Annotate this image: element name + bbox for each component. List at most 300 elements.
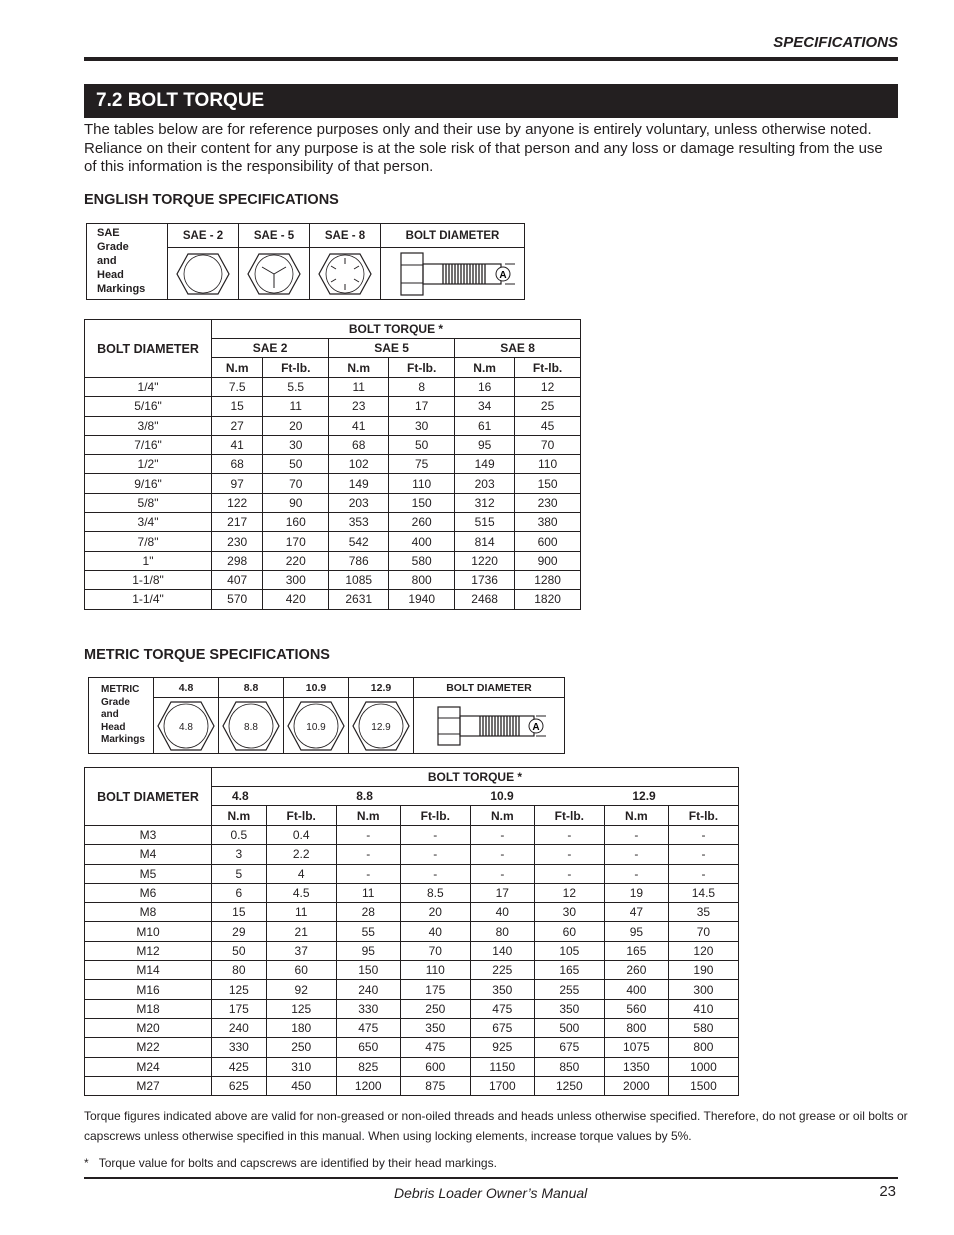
torque-cell: 12: [515, 378, 581, 397]
diameter-cell: 1/2": [85, 455, 212, 474]
table-row: [85, 532, 581, 551]
torque-cell: 400: [389, 532, 455, 551]
diameter-cell: 3/4": [85, 513, 212, 532]
torque-cell: 350: [400, 1018, 470, 1037]
torque-cell: 1350: [604, 1057, 668, 1076]
metric-torque-table: [84, 767, 739, 1096]
torque-cell: -: [668, 845, 738, 864]
torque-cell: 28: [336, 903, 400, 922]
torque-cell: 217: [212, 513, 263, 532]
unit-header: N.m: [336, 806, 400, 826]
torque-cell: 30: [263, 435, 329, 454]
torque-cell: 105: [534, 941, 604, 960]
torque-cell: 250: [266, 1038, 336, 1057]
torque-cell: -: [668, 826, 738, 845]
table-row: [85, 980, 739, 999]
torque-cell: 60: [534, 922, 604, 941]
torque-cell: 150: [515, 474, 581, 493]
torque-cell: 240: [212, 1018, 267, 1037]
table-row: [85, 883, 739, 902]
diameter-cell: 1-1/4": [85, 590, 212, 609]
torque-cell: 40: [470, 903, 534, 922]
torque-cell: 675: [534, 1038, 604, 1057]
diameter-cell: M22: [85, 1038, 212, 1057]
diameter-cell: M14: [85, 961, 212, 980]
torque-cell: 420: [263, 590, 329, 609]
sae5-hex-head-icon: [239, 248, 310, 300]
table-row: [85, 903, 739, 922]
table-row: [85, 416, 581, 435]
torque-cell: 175: [212, 999, 267, 1018]
torque-cell: 475: [470, 999, 534, 1018]
torque-cell: -: [400, 864, 470, 883]
torque-cell: 25: [515, 397, 581, 416]
head-label: 8.8: [244, 721, 258, 733]
head-label: 12.9: [371, 721, 391, 733]
torque-cell: 220: [263, 551, 329, 570]
torque-cell: 180: [266, 1018, 336, 1037]
unit-header: N.m: [212, 358, 263, 378]
torque-cell: 2468: [455, 590, 515, 609]
torque-cell: 150: [389, 493, 455, 512]
diameter-cell: 5/16": [85, 397, 212, 416]
section-title: 7.2 BOLT TORQUE: [84, 84, 898, 118]
torque-cell: 40: [400, 922, 470, 941]
torque-cell: 230: [212, 532, 263, 551]
col-10-9: 10.9: [284, 678, 349, 698]
torque-cell: 850: [534, 1057, 604, 1076]
diameter-cell: M6: [85, 883, 212, 902]
torque-cell: 2631: [329, 590, 389, 609]
table-row: [85, 551, 581, 570]
torque-cell: 260: [389, 513, 455, 532]
torque-cell: 17: [470, 883, 534, 902]
torque-cell: 8: [389, 378, 455, 397]
diameter-cell: 7/8": [85, 532, 212, 551]
torque-cell: 50: [389, 435, 455, 454]
torque-cell: 75: [389, 455, 455, 474]
torque-cell: 353: [329, 513, 389, 532]
head-label: 10.9: [306, 721, 326, 733]
torque-cell: 1075: [604, 1038, 668, 1057]
diameter-cell: M4: [85, 845, 212, 864]
footer-manual-title: Debris Loader Owner’s Manual: [394, 1185, 588, 1201]
unit-header: Ft-lb.: [389, 358, 455, 378]
torque-cell: 165: [604, 941, 668, 960]
torque-cell: -: [604, 826, 668, 845]
torque-cell: 1250: [534, 1076, 604, 1095]
torque-cell: 11: [329, 378, 389, 397]
torque-cell: 29: [212, 922, 267, 941]
table-row: [85, 845, 739, 864]
unit-header: Ft-lb.: [263, 358, 329, 378]
table-row: [85, 435, 581, 454]
torque-cell: 80: [212, 961, 267, 980]
torque-cell: 21: [266, 922, 336, 941]
torque-cell: 0.4: [266, 826, 336, 845]
col-4-8: 4.8: [154, 678, 219, 698]
torque-cell: 7.5: [212, 378, 263, 397]
torque-cell: 11: [336, 883, 400, 902]
diameter-cell: M8: [85, 903, 212, 922]
diameter-cell: M3: [85, 826, 212, 845]
torque-cell: 410: [668, 999, 738, 1018]
diameter-cell: M24: [85, 1057, 212, 1076]
table-row: [85, 397, 581, 416]
unit-header: N.m: [604, 806, 668, 826]
torque-cell: 250: [400, 999, 470, 1018]
col-bolt-diameter: BOLT DIAMETER: [414, 678, 565, 698]
diameter-cell: 9/16": [85, 474, 212, 493]
torque-cell: 515: [455, 513, 515, 532]
table-row: [85, 1076, 739, 1095]
torque-cell: 125: [266, 999, 336, 1018]
col-sae8: SAE - 8: [310, 224, 381, 248]
torque-cell: 1280: [515, 570, 581, 589]
torque-cell: 5.5: [263, 378, 329, 397]
torque-cell: 580: [389, 551, 455, 570]
torque-cell: 4: [266, 864, 336, 883]
torque-cell: 190: [668, 961, 738, 980]
torque-cell: 800: [389, 570, 455, 589]
torque-cell: 1085: [329, 570, 389, 589]
torque-cell: -: [336, 864, 400, 883]
diameter-cell: 1-1/8": [85, 570, 212, 589]
col-bolt-diameter: BOLT DIAMETER: [381, 224, 525, 248]
torque-cell: 20: [400, 903, 470, 922]
torque-cell: 1736: [455, 570, 515, 589]
torque-cell: 50: [212, 941, 267, 960]
torque-cell: 1820: [515, 590, 581, 609]
torque-cell: -: [400, 845, 470, 864]
torque-cell: 2.2: [266, 845, 336, 864]
torque-cell: 175: [400, 980, 470, 999]
sae8-hex-head-icon: [310, 248, 381, 300]
torque-cell: 800: [668, 1038, 738, 1057]
col-8-8: 8.8: [219, 678, 284, 698]
torque-cell: 102: [329, 455, 389, 474]
unit-header: Ft-lb.: [515, 358, 581, 378]
torque-cell: 90: [263, 493, 329, 512]
torque-cell: 60: [266, 961, 336, 980]
metric-12-9-hex-head-icon: [349, 698, 414, 754]
torque-note: Torque figures indicated above are valid for non-greased or non-oiled threads and heads unless otherwise specified. Therefore, do not grease or oil bolts or capscrews unless otherwise specified in this manual. When using locking elements, increase torque values by 5%.: [84, 1109, 908, 1143]
torque-cell: 170: [263, 532, 329, 551]
torque-cell: 255: [534, 980, 604, 999]
asterisk-note-text: Torque value for bolts and capscrews are identified by their head markings.: [98, 1156, 497, 1170]
torque-header: BOLT TORQUE *: [212, 320, 581, 339]
torque-cell: 11: [266, 903, 336, 922]
diameter-cell: M5: [85, 864, 212, 883]
unit-header: N.m: [212, 806, 267, 826]
torque-cell: 37: [266, 941, 336, 960]
torque-cell: 580: [668, 1018, 738, 1037]
torque-cell: 70: [668, 922, 738, 941]
torque-cell: 95: [336, 941, 400, 960]
torque-cell: 240: [336, 980, 400, 999]
torque-cell: 35: [668, 903, 738, 922]
diameter-cell: 7/16": [85, 435, 212, 454]
diameter-cell: M16: [85, 980, 212, 999]
torque-cell: 1000: [668, 1057, 738, 1076]
torque-cell: 475: [400, 1038, 470, 1057]
torque-cell: 925: [470, 1038, 534, 1057]
torque-cell: 814: [455, 532, 515, 551]
torque-cell: 425: [212, 1057, 267, 1076]
torque-cell: 330: [212, 1038, 267, 1057]
torque-cell: 1150: [470, 1057, 534, 1076]
table-row: [85, 590, 581, 609]
torque-cell: 61: [455, 416, 515, 435]
diameter-cell: M27: [85, 1076, 212, 1095]
english-heading: ENGLISH TORQUE SPECIFICATIONS: [84, 192, 339, 208]
table-row: [85, 826, 739, 845]
table-row: [85, 999, 739, 1018]
torque-cell: 312: [455, 493, 515, 512]
diameter-header: BOLT DIAMETER: [85, 320, 212, 378]
torque-cell: 110: [515, 455, 581, 474]
torque-cell: 475: [336, 1018, 400, 1037]
header-rule: [84, 57, 898, 61]
torque-cell: 160: [263, 513, 329, 532]
torque-cell: 149: [329, 474, 389, 493]
torque-cell: 542: [329, 532, 389, 551]
page-header-title: SPECIFICATIONS: [773, 34, 898, 51]
torque-cell: 41: [329, 416, 389, 435]
torque-cell: 17: [389, 397, 455, 416]
torque-cell: 15: [212, 903, 267, 922]
grade-header: 8.8: [336, 787, 470, 806]
torque-cell: 97: [212, 474, 263, 493]
torque-cell: -: [534, 826, 604, 845]
metric-8-8-hex-head-icon: [219, 698, 284, 754]
torque-cell: 560: [604, 999, 668, 1018]
torque-cell: 30: [389, 416, 455, 435]
torque-cell: 120: [668, 941, 738, 960]
torque-cell: 140: [470, 941, 534, 960]
torque-cell: -: [470, 864, 534, 883]
torque-cell: 70: [263, 474, 329, 493]
torque-cell: -: [470, 826, 534, 845]
torque-cell: 2000: [604, 1076, 668, 1095]
torque-cell: 675: [470, 1018, 534, 1037]
table-row: [85, 1038, 739, 1057]
torque-cell: 165: [534, 961, 604, 980]
metric-10-9-hex-head-icon: [284, 698, 349, 754]
grade-header: 12.9: [604, 787, 738, 806]
torque-cell: 15: [212, 397, 263, 416]
torque-cell: 230: [515, 493, 581, 512]
torque-cell: -: [470, 845, 534, 864]
torque-cell: 300: [668, 980, 738, 999]
torque-cell: 110: [389, 474, 455, 493]
table-row: [85, 474, 581, 493]
torque-cell: 80: [470, 922, 534, 941]
torque-cell: 786: [329, 551, 389, 570]
grade-header: 10.9: [470, 787, 604, 806]
table-row: [85, 922, 739, 941]
callout-a: A: [532, 721, 540, 733]
torque-header: BOLT TORQUE *: [212, 768, 739, 787]
diameter-cell: M12: [85, 941, 212, 960]
grade-header: SAE 8: [455, 339, 581, 358]
torque-cell: 5: [212, 864, 267, 883]
torque-cell: 203: [329, 493, 389, 512]
torque-cell: -: [400, 826, 470, 845]
torque-cell: 450: [266, 1076, 336, 1095]
torque-cell: 500: [534, 1018, 604, 1037]
table-row: [85, 513, 581, 532]
table-row: [85, 961, 739, 980]
torque-cell: 825: [336, 1057, 400, 1076]
torque-cell: 12: [534, 883, 604, 902]
grade-header: SAE 5: [329, 339, 455, 358]
torque-cell: 95: [604, 922, 668, 941]
torque-cell: 875: [400, 1076, 470, 1095]
torque-cell: 6: [212, 883, 267, 902]
english-markings-table: [86, 223, 525, 300]
torque-cell: 70: [400, 941, 470, 960]
torque-cell: 47: [604, 903, 668, 922]
metric-heading: METRIC TORQUE SPECIFICATIONS: [84, 647, 330, 663]
torque-cell: 150: [336, 961, 400, 980]
torque-cell: 27: [212, 416, 263, 435]
torque-cell: 225: [470, 961, 534, 980]
torque-cell: 1940: [389, 590, 455, 609]
torque-cell: 1700: [470, 1076, 534, 1095]
unit-header: Ft-lb.: [668, 806, 738, 826]
torque-cell: 650: [336, 1038, 400, 1057]
callout-a: A: [498, 269, 507, 281]
torque-cell: 122: [212, 493, 263, 512]
bolt-side-view-icon: [381, 248, 525, 300]
torque-cell: 4.5: [266, 883, 336, 902]
torque-cell: 260: [604, 961, 668, 980]
torque-cell: 125: [212, 980, 267, 999]
unit-header: Ft-lb.: [266, 806, 336, 826]
torque-cell: 11: [263, 397, 329, 416]
page-number: 23: [879, 1183, 896, 1200]
torque-cell: -: [336, 826, 400, 845]
footer-rule: [84, 1177, 898, 1179]
unit-header: N.m: [470, 806, 534, 826]
torque-cell: 149: [455, 455, 515, 474]
torque-cell: 407: [212, 570, 263, 589]
torque-cell: 68: [212, 455, 263, 474]
sae2-hex-head-icon: [168, 248, 239, 300]
torque-cell: 380: [515, 513, 581, 532]
torque-cell: 70: [515, 435, 581, 454]
diameter-header: BOLT DIAMETER: [85, 768, 212, 826]
diameter-cell: 3/8": [85, 416, 212, 435]
table-row: [85, 1018, 739, 1037]
col-sae2: SAE - 2: [168, 224, 239, 248]
torque-cell: 570: [212, 590, 263, 609]
asterisk-mark: *: [84, 1156, 89, 1170]
torque-cell: 600: [400, 1057, 470, 1076]
torque-cell: 45: [515, 416, 581, 435]
asterisk-note: [84, 1156, 497, 1170]
table-row: [85, 570, 581, 589]
diameter-cell: M20: [85, 1018, 212, 1037]
torque-cell: 30: [534, 903, 604, 922]
unit-header: N.m: [455, 358, 515, 378]
torque-cell: 23: [329, 397, 389, 416]
torque-cell: 310: [266, 1057, 336, 1076]
torque-cell: 625: [212, 1076, 267, 1095]
unit-header: Ft-lb.: [534, 806, 604, 826]
torque-cell: 300: [263, 570, 329, 589]
markings-label: SAE Grade and Head Markings: [87, 224, 168, 300]
torque-cell: 1500: [668, 1076, 738, 1095]
torque-cell: 110: [400, 961, 470, 980]
torque-cell: 800: [604, 1018, 668, 1037]
diameter-cell: M18: [85, 999, 212, 1018]
torque-cell: 900: [515, 551, 581, 570]
table-row: [85, 378, 581, 397]
metric-4-8-hex-head-icon: [154, 698, 219, 754]
torque-cell: -: [336, 845, 400, 864]
intro-paragraph: The tables below are for reference purposes only and their use by anyone is entirely voluntary, unless otherwise noted. Reliance on their content for any purpose is at the sole risk of that person and any loss or damage resulting from the use of this information is the responsibility of that person.: [84, 121, 883, 176]
table-row: [85, 864, 739, 883]
torque-cell: 41: [212, 435, 263, 454]
diameter-cell: 1/4": [85, 378, 212, 397]
torque-cell: 3: [212, 845, 267, 864]
table-row: [85, 455, 581, 474]
metric-bolt-side-view-icon: [414, 698, 565, 754]
torque-cell: -: [604, 845, 668, 864]
head-label: 4.8: [179, 721, 193, 733]
torque-cell: 16: [455, 378, 515, 397]
diameter-cell: M10: [85, 922, 212, 941]
torque-cell: 330: [336, 999, 400, 1018]
torque-cell: 350: [470, 980, 534, 999]
torque-cell: 19: [604, 883, 668, 902]
torque-cell: -: [534, 845, 604, 864]
torque-cell: 298: [212, 551, 263, 570]
torque-cell: 0.5: [212, 826, 267, 845]
torque-cell: 1200: [336, 1076, 400, 1095]
unit-header: Ft-lb.: [400, 806, 470, 826]
torque-cell: 95: [455, 435, 515, 454]
torque-cell: 8.5: [400, 883, 470, 902]
table-row: [85, 493, 581, 512]
torque-cell: 50: [263, 455, 329, 474]
torque-cell: 55: [336, 922, 400, 941]
torque-cell: 400: [604, 980, 668, 999]
metric-markings-table: [88, 677, 565, 754]
torque-cell: 350: [534, 999, 604, 1018]
torque-cell: 600: [515, 532, 581, 551]
torque-cell: 203: [455, 474, 515, 493]
english-torque-table: [84, 319, 581, 610]
torque-cell: 34: [455, 397, 515, 416]
torque-cell: 92: [266, 980, 336, 999]
diameter-cell: 5/8": [85, 493, 212, 512]
torque-cell: 68: [329, 435, 389, 454]
markings-label: METRIC Grade and Head Markings: [89, 678, 154, 754]
torque-cell: -: [604, 864, 668, 883]
torque-cell: 20: [263, 416, 329, 435]
torque-cell: -: [668, 864, 738, 883]
grade-header: 4.8: [212, 787, 337, 806]
table-row: [85, 941, 739, 960]
grade-header: SAE 2: [212, 339, 329, 358]
torque-cell: 1220: [455, 551, 515, 570]
diameter-cell: 1": [85, 551, 212, 570]
table-row: [85, 1057, 739, 1076]
col-12-9: 12.9: [349, 678, 414, 698]
